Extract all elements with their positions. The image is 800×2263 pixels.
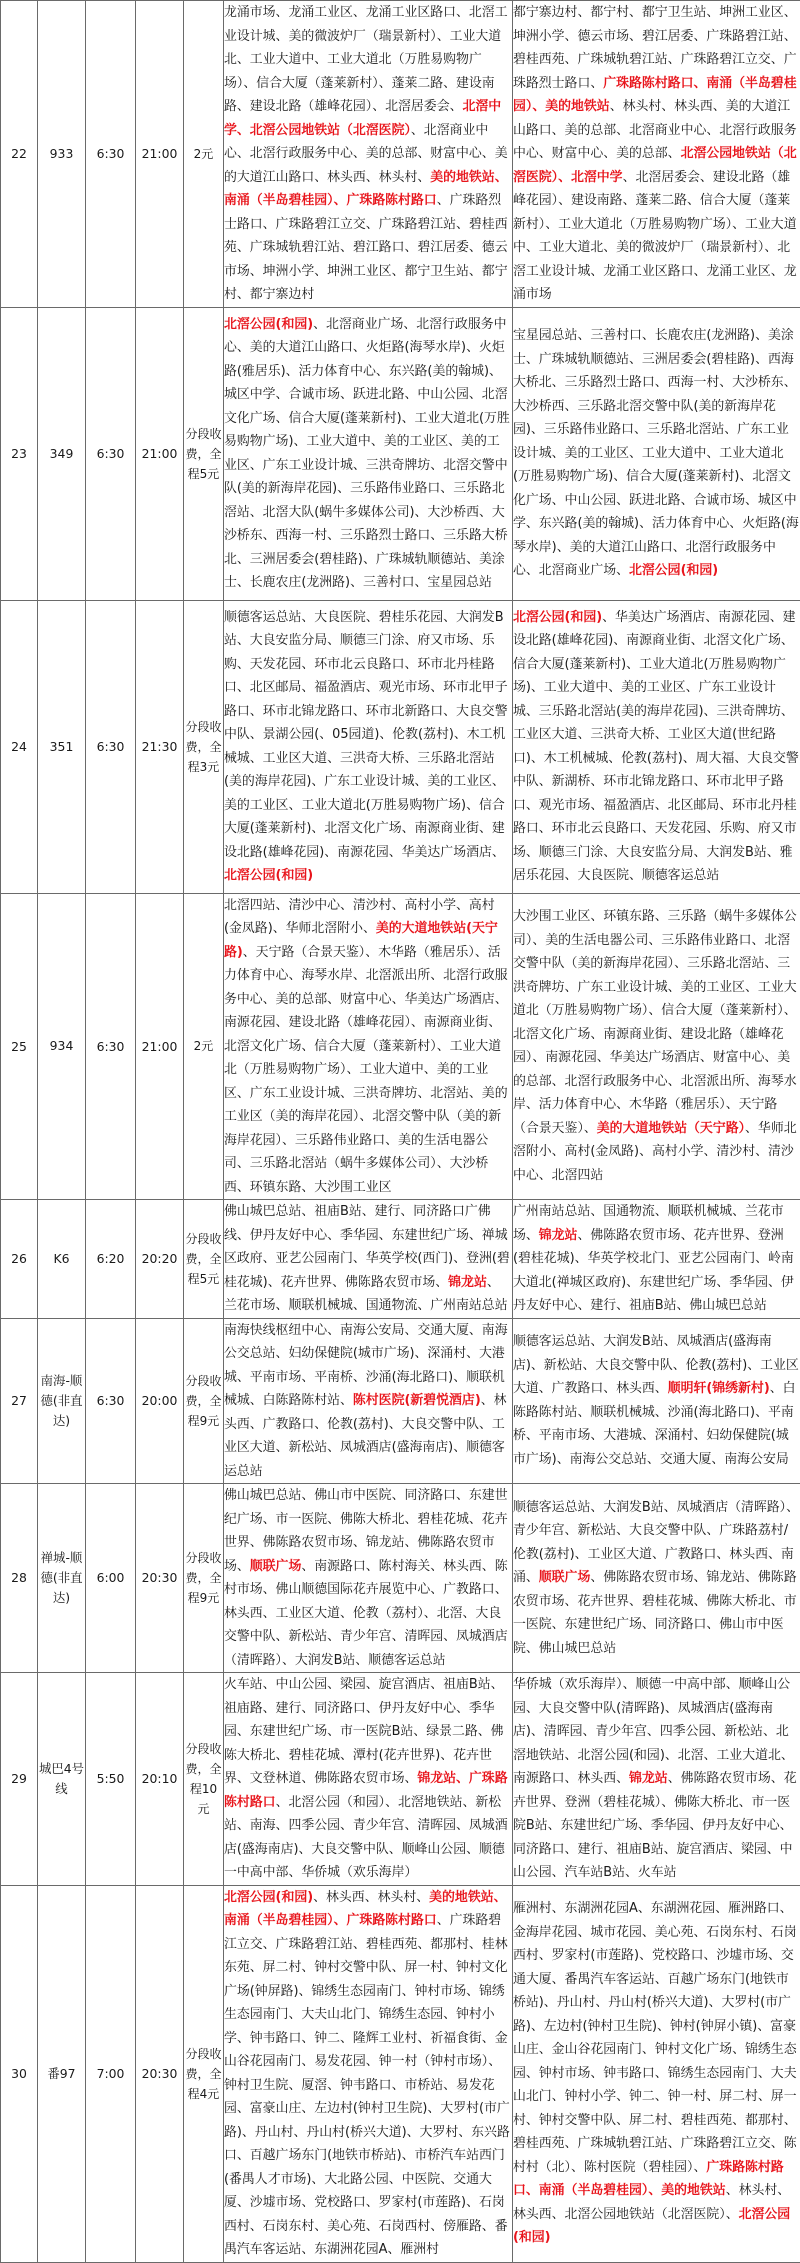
route-name: 933 (38, 1, 86, 308)
highlighted-stop: 广珠路陈村路口、南涌（半岛碧桂园）、美的地铁站 (513, 2160, 784, 2199)
route-row (1, 1484, 800, 1673)
stops-outbound (224, 1673, 513, 1886)
stop-text: 、林头西、林头村、 (313, 1890, 429, 1905)
highlighted-stop: 顺明轩(锦绣新村) (668, 1381, 770, 1396)
stops-return (513, 1885, 800, 2262)
highlighted-stop: 锦龙站、广珠路陈村路口 (224, 1771, 508, 1810)
route-name: 番97 (38, 1885, 86, 2262)
highlighted-stop: 北滘公园(和园) (629, 563, 718, 578)
stop-text: 都宁寨边村、都宁村、都宁卫生站、坤洲工业区、坤洲小学、德云市场、碧江居委、广珠路碧江站、碧桂西苑、广珠城轨碧江站、广珠路碧江立交、广珠路烈士路口、 (513, 5, 797, 91)
stops-outbound (224, 1484, 513, 1673)
stop-text: 、佛陈路农贸市场、锦龙站、佛陈路农贸市场、花卉世界、碧桂花城、佛陈大桥北、市一医院、东建世纪广场、同济路口、佛山市中医院、佛山城巴总站 (513, 1570, 797, 1656)
row-number: 26 (1, 1200, 38, 1319)
stop-text: 华侨城（欢乐海岸）、顺德一中高中部、顺峰山公园、大良交警中队(清晖路)、凤城酒店(盛海南店)、清晖园、青少年宫、四季公园、新松站、北滘地铁站、北滘公园(和园)、北滘、工业大道北、南源路口、林头西、 (513, 1677, 794, 1786)
route-name: 351 (38, 600, 86, 893)
route-row (1, 1, 800, 308)
stop-text: 、北滘商业广场、北滘行政服务中心、美的大道江山路口、火炬路(海琴水岸)、火炬路(雅居乐)、活力体育中心、东兴路(美的翰城)、城区中学、合诚市场、跃进北路、中山公园、北滘文化广场、信合大厦(蓬莱新村)、工业大道北(万胜易购物广场)、工业大道中、美的工业区、美的工业区、广东工业设计城、三洪奇牌坊、北滘交警中队(美的新海岸花园)、三乐路伟业路口、三乐路北滘站、北滘大队(蜗牛多媒体公司)、大沙桥西、大沙桥东、西海一村、三乐路烈士路口、三乐路大桥北、三洲居委会(碧桂路)、广珠城轨顺德站、美涂士、长鹿农庄(龙洲路)、三善村口、宝星园总站 (224, 317, 510, 591)
stops-outbound (224, 1318, 513, 1484)
stop-text: 、北滘公园（和园）、北滘地铁站、新松站、南海、四季公园、青少年宫、清晖园、凤城酒店(盛海南店)、大良交警中队、顺峰山公园、顺德一中高中部、华侨城（欢乐海岸） (224, 1795, 508, 1881)
stop-text: 火车站、中山公园、梁园、旋宫酒店、祖庙B站、祖庙路、建行、同济路口、伊丹友好中心、季华园、东建世纪广场、市一医院B站、绿景二路、佛陈大桥北、碧桂花城、潭村(花卉世界)、花卉世界、文登林道、佛陈路农贸市场、 (224, 1677, 504, 1786)
last-bus-time: 20:00 (136, 1318, 184, 1484)
highlighted-stop: 顺联广场 (539, 1570, 591, 1585)
fare: 分段收费，全程5元 (184, 1200, 224, 1319)
highlighted-stop: 陈村医院(新碧悦酒店) (353, 1393, 481, 1408)
first-bus-time: 6:30 (86, 1, 136, 308)
first-bus-time: 6:30 (86, 307, 136, 600)
fare: 分段收费，全程4元 (184, 1885, 224, 2262)
stop-text: 、广珠路碧江立交、广珠路碧江站、碧桂西苑、都那村、桂林东苑、屏二村、钟村交警中队、屏一村、钟村文化广场(钟屏路)、锦绣生态园南门、钟村市场、锦绣生态园南门、大夫山北门、锦绣生态园、钟村小学、钟韦路口、钟二、隆辉工业村、祈福食街、金山谷花园南门、易发花园、钟一村（钟村市场）、钟村卫生院、厦滘、钟韦路口、市桥站、易发花园、富豪山庄、左边村(钟村卫生院)、大罗村(市广路)、丹山村、丹山村(桥兴大道)、大罗村、东兴路口、百越广场东门(地铁市桥站)、市桥汽车站西门(番禺人才市场)、大北路公园、中医院、交通大厦、沙墟市场、党校路口、罗家村(市莲路)、石岗西村、石岗东村、美心苑、石岗西村、傍雁路、番禺汽车客运站、东湖洲花园A、雁洲村 (224, 1913, 510, 2257)
route-name: 934 (38, 893, 86, 1200)
highlighted-stop: 北滘公园(和园) (513, 610, 602, 625)
row-number: 24 (1, 600, 38, 893)
fare: 分段收费，全程9元 (184, 1484, 224, 1673)
highlighted-stop: 北滘公园(和园) (224, 1890, 313, 1905)
highlighted-stop: 美的大道地铁站(天宁路) (224, 921, 498, 960)
fare: 2元 (184, 893, 224, 1200)
fare: 分段收费，全程3元 (184, 600, 224, 893)
row-number: 23 (1, 307, 38, 600)
last-bus-time: 20:30 (136, 1484, 184, 1673)
last-bus-time: 20:30 (136, 1885, 184, 2262)
route-rows (1, 1, 800, 2263)
stop-text: 佛山城巴总站、祖庙B站、建行、同济路口广佛线、伊丹友好中心、季华园、东建世纪广场、禅城区政府、亚艺公园南门、华英学校(西门)、登洲(碧桂花城)、花卉世界、佛陈路农贸市场、 (224, 1204, 510, 1290)
stops-return (513, 893, 800, 1200)
highlighted-stop: 北滘公园(和园) (224, 317, 313, 332)
highlighted-stop: 锦龙站 (629, 1771, 668, 1786)
highlighted-stop: 北滘公园(和园) (224, 868, 313, 883)
highlighted-stop: 广珠路陈村路口、南涌（半岛碧桂园）、美的地铁站 (513, 76, 797, 115)
stop-text: 、北滘居委会、建设北路（雄峰花园）、建设南路、蓬莱二路、信合大厦（蓬莱新村）、工业大道北（万胜易购物广场）、工业大道中、工业大道北、美的微波炉厂（瑞景新村）、北滘工业设计城、龙涌工业区路口、龙涌工业区、龙涌市场 (513, 170, 797, 303)
highlighted-stop: 北滘公园地铁站（北滘医院）、北滘中学 (513, 146, 797, 185)
stop-text: 、华师北滘附小、高村(金凤路)、高村小学、清沙村、清沙中心、北滘四站 (513, 1121, 797, 1183)
highlighted-stop: 北滘公园(和园) (513, 2207, 790, 2246)
stop-text: 、兰花市场、顺联机械城、国通物流、广州南站总站 (224, 1275, 508, 1314)
last-bus-time: 21:00 (136, 307, 184, 600)
route-row (1, 1885, 800, 2262)
route-name: K6 (38, 1200, 86, 1319)
row-number: 22 (1, 1, 38, 308)
stop-text: 南海快线枢纽中心、南海公安局、交通大厦、南海公交总站、妇幼保健院(城市广场)、深涌村、大港城、平南市场、平南桥、沙涌(海北路口)、顺联机械城、白陈路陈村站、 (224, 1323, 508, 1409)
row-number: 28 (1, 1484, 38, 1673)
route-name: 城巴4号线 (38, 1673, 86, 1886)
fare: 2元 (184, 1, 224, 308)
highlighted-stop: 美的大道地铁站（天宁路） (597, 1121, 745, 1136)
stops-outbound (224, 307, 513, 600)
stop-text: 宝星园总站、三善村口、长鹿农庄(龙洲路)、美涂士、广珠城轨顺德站、三洲居委会(碧桂路)、西海大桥北、三乐路烈士路口、西海一村、大沙桥东、大沙桥西、三乐路北滘交警中队(美的新海岸花园)、三乐路伟业路口、三乐路北滘站、广东工业设计城、美的工业区、工业大道中、工业大道北(万胜易购物广场)、信合大厦(蓬莱新村)、北滘文化广场、中山公园、跃进北路、合诚市场、城区中学、东兴路(美的翰城)、活力体育中心、火炬路(海琴水岸)、美的大道江山路口、北滘行政服务中心、北滘商业广场、 (513, 328, 799, 578)
row-number: 25 (1, 893, 38, 1200)
stop-text: 顺德客运总站、大润发B站、凤城酒店（清晖路）、青少年宫、新松站、大良交警中队、广珠路荔村/伦教(荔村)、工业区大道、广教路口、林头西、南涌、 (513, 1500, 799, 1586)
first-bus-time: 5:50 (86, 1673, 136, 1886)
stop-text: 、华美达广场酒店、南源花园、建设北路(雄峰花园)、南源商业街、北滘文化广场、信合大厦(蓬莱新村)、工业大道北(万胜易购物广场)、工业大道中、美的工业区、广东工业设计城、三乐路北滘站(美的海岸花园)、三洪奇牌坊、工业区大道、三洪奇大桥、工业区大道(世纪路口)、木工机械城、伦教(荔村)、周大福、大良交警中队、新湖桥、环市北锦龙路口、环市北甲子路口、观光市场、福盈酒店、北区邮局、环市北丹桂路口、环市北云良路口、天发花园、乐购、府又市场、顺德三门涂、大良安监分局、大润发B站、雅居乐花园、大良医院、顺德客运总站 (513, 610, 799, 884)
stop-text: 、天宁路（合景天鉴）、木华路（雅居乐）、活力体育中心、海琴水岸、北滘派出所、北滘行政服务中心、美的总部、财富中心、华美达广场酒店、南源花园、建设北路（雄峰花园）、南源商业街、北滘文化广场、信合大厦（蓬莱新村）、工业大道北（万胜易购物广场）、工业大道中、美的工业区、广东工业设计城、三洪奇牌坊、北滘站、美的工业区（美的海岸花园）、北滘交警中队（美的新海岸花园）、三乐路伟业路口、美的生活电器公司、三乐路北滘站（蜗牛多媒体公司）、大沙桥西、环镇东路、大沙围工业区 (224, 945, 508, 1195)
last-bus-time: 21:00 (136, 1, 184, 308)
stops-return (513, 307, 800, 600)
stops-outbound (224, 1200, 513, 1319)
stop-text: 、林头村、林头西、北滘公园地铁站（北滘医院）、 (513, 2183, 790, 2222)
stops-return (513, 1673, 800, 1886)
first-bus-time: 6:30 (86, 600, 136, 893)
highlighted-stop: 美的地铁站、南涌（半岛碧桂园）、广珠路陈村路口 (224, 170, 508, 209)
last-bus-time: 20:20 (136, 1200, 184, 1319)
row-number: 27 (1, 1318, 38, 1484)
stops-return (513, 600, 800, 893)
stops-return (513, 1200, 800, 1319)
stops-return (513, 1484, 800, 1673)
stop-text: 北滘四站、清沙中心、清沙村、高村小学、高村(金凤路)、华师北滘附小、 (224, 898, 495, 937)
route-row (1, 1673, 800, 1886)
stop-text: 、白陈路陈村站、顺联机械城、沙涌(海北路口)、平南桥、平南市场、大港城、深涌村、妇幼保健院(城市广场)、南海公交总站、交通大厦、南海公安局 (513, 1381, 796, 1467)
stop-text: 、广珠路烈士路口、广珠路碧江立交、广珠路碧江站、碧桂西苑、广珠城轨碧江站、碧江路口、碧江居委、德云市场、坤洲小学、坤洲工业区、都宁卫生站、都宁村、都宁寨边村 (224, 193, 508, 302)
first-bus-time: 6:30 (86, 1318, 136, 1484)
stop-text: 龙涌市场、龙涌工业区、龙涌工业区路口、北滘工业设计城、美的微波炉厂（瑞景新村）、工业大道北、工业大道中、工业大道北（万胜易购物广场）、信合大厦（蓬莱新村）、蓬莱二路、建设南路、建设北路（雄峰花园）、北滘居委会、 (224, 5, 508, 114)
stop-text: 、林头村、林头西、美的大道江山路口、美的总部、北滘商业中心、北滘行政服务中心、财富中心、美的总部、 (513, 99, 797, 161)
stop-text: 广州南站总站、国通物流、顺联机械城、兰花市场、 (513, 1204, 784, 1243)
row-number: 30 (1, 1885, 38, 2262)
stop-text: 顺德客运总站、大良医院、碧桂乐花园、大润发B站、大良安监分局、顺德三门涂、府又市场、乐购、天发花园、环市北云良路口、环市北丹桂路口、北区邮局、福盈酒店、观光市场、环市北甲子路口、环市北锦龙路口、环市北新路口、大良交警中队、景湖公园(、05园道)、伦教(荔村)、木工机械城、工业区大道、三洪奇大桥、三乐路北滘站(美的海岸花园)、广东工业设计城、美的工业区、美的工业区、工业大道北(万胜易购物广场)、信合大厦(蓬莱新村)、北滘文化广场、南源商业街、建设北路(雄峰花园)、南源花园、华美达广场酒店、 (224, 610, 508, 860)
stops-outbound (224, 600, 513, 893)
stop-text: 大沙围工业区、环镇东路、三乐路（蜗牛多媒体公司）、美的生活电器公司、三乐路伟业路口、北滘交警中队（美的新海岸花园）、三乐路北滘站、三洪奇牌坊、广东工业设计城、美的工业区、工业大道北（万胜易购物广场）、信合大厦（蓬莱新村）、北滘文化广场、南源商业街、建设北路（雄峰花园）、南源花园、华美达广场酒店、财富中心、美的总部、北滘行政服务中心、北滘派出所、海琴水岸、活力体育中心、木华路（雅居乐）、天宁路（合景天鉴）、 (513, 909, 797, 1136)
stop-text: 、佛陈路农贸市场、花卉世界、登洲（碧桂花城）、佛陈大桥北、市一医院B站、东建世纪广场、季华园、伊丹友好中心、同济路口、建行、祖庙B站、旋宫酒店、梁园、中山公园、汽车站B站、火车站 (513, 1771, 797, 1880)
route-row (1, 307, 800, 600)
highlighted-stop: 北滘中学、北滘公园地铁站（北滘医院） (224, 99, 501, 138)
stop-text: 雁洲村、东湖洲花园A、东湖洲花园、雁洲路口、金海岸花园、城市花园、美心苑、石岗东村、石岗西村、罗家村(市莲路)、党校路口、沙墟市场、交通大厦、番禺汽车客运站、百越广场东门(地铁市桥站)、丹山村、丹山村(桥兴大道)、大罗村(市广路)、左边村(钟村卫生院)、钟村(钟屏小镇)、富豪山庄、金山谷花园南门、钟村文化广场、锦绣生态园、钟村市场、钟韦路口、锦绣生态园南门、大夫山北门、钟村小学、钟二、钟一村、屏二村、屏一村、钟村交警中队、屏二村、碧桂西苑、都那村、碧桂西苑、广珠城轨碧江站、广珠路碧江立交、陈村村（北）、陈村医院（碧桂园）、 (513, 1901, 797, 2175)
highlighted-stop: 美的地铁站、南涌（半岛碧桂园）、广珠路陈村路口 (224, 1890, 507, 1929)
route-row (1, 600, 800, 893)
first-bus-time: 6:20 (86, 1200, 136, 1319)
fare: 分段收费，全程9元 (184, 1318, 224, 1484)
route-name: 南海-顺德(非直达) (38, 1318, 86, 1484)
stops-outbound (224, 1885, 513, 2262)
route-row (1, 893, 800, 1200)
route-name: 349 (38, 307, 86, 600)
last-bus-time: 21:30 (136, 600, 184, 893)
fare: 分段收费，全程10元 (184, 1673, 224, 1886)
highlighted-stop: 锦龙站 (448, 1275, 487, 1290)
first-bus-time: 6:00 (86, 1484, 136, 1673)
stops-outbound (224, 1, 513, 308)
stop-text: 、南源路口、陈村海关、林头西、陈村市场、佛山顺德国际花卉展览中心、广教路口、林头西、工业区大道、伦教（荔村）、北滘、大良交警中队、新松站、青少年宫、清晖园、凤城酒店（清晖路）、大润发B站、顺德客运总站 (224, 1559, 508, 1668)
route-name: 禅城-顺德(非直达) (38, 1484, 86, 1673)
highlighted-stop: 锦龙站 (539, 1228, 578, 1243)
highlighted-stop: 顺联广场 (250, 1559, 302, 1574)
stop-text: 佛山城巴总站、佛山市中医院、同济路口、东建世纪广场、市一医院、佛陈大桥北、碧桂花城、花卉世界、佛陈路农贸市场、锦龙站、佛陈路农贸市场、 (224, 1488, 508, 1574)
first-bus-time: 7:00 (86, 1885, 136, 2262)
stop-text: 、北滘商业中心、北滘行政服务中心、美的总部、财富中心、美的大道江山路口、林头西、林头村、 (224, 123, 508, 185)
first-bus-time: 6:30 (86, 893, 136, 1200)
fare: 分段收费，全程5元 (184, 307, 224, 600)
route-row (1, 1318, 800, 1484)
stop-text: 、林头西、广教路口、伦教(荔村)、大良交警中队、工业区大道、新松站、凤城酒店(盛海南店)、顺德客运总站 (224, 1393, 507, 1479)
stops-return (513, 1, 800, 308)
last-bus-time: 20:10 (136, 1673, 184, 1886)
route-row (1, 1200, 800, 1319)
stops-outbound (224, 893, 513, 1200)
stop-text: 、佛陈路农贸市场、花卉世界、登洲(碧桂花城)、华英学校北门、亚艺公园南门、岭南大道北(禅城区政府)、东建世纪广场、季华园、伊丹友好中心、建行、祖庙B站、佛山城巴总站 (513, 1228, 794, 1314)
stops-return (513, 1318, 800, 1484)
last-bus-time: 21:00 (136, 893, 184, 1200)
stop-text: 顺德客运总站、大润发B站、凤城酒店(盛海南店)、新松站、大良交警中队、伦教(荔村)、工业区大道、广教路口、林头西、 (513, 1334, 799, 1396)
row-number: 29 (1, 1673, 38, 1886)
